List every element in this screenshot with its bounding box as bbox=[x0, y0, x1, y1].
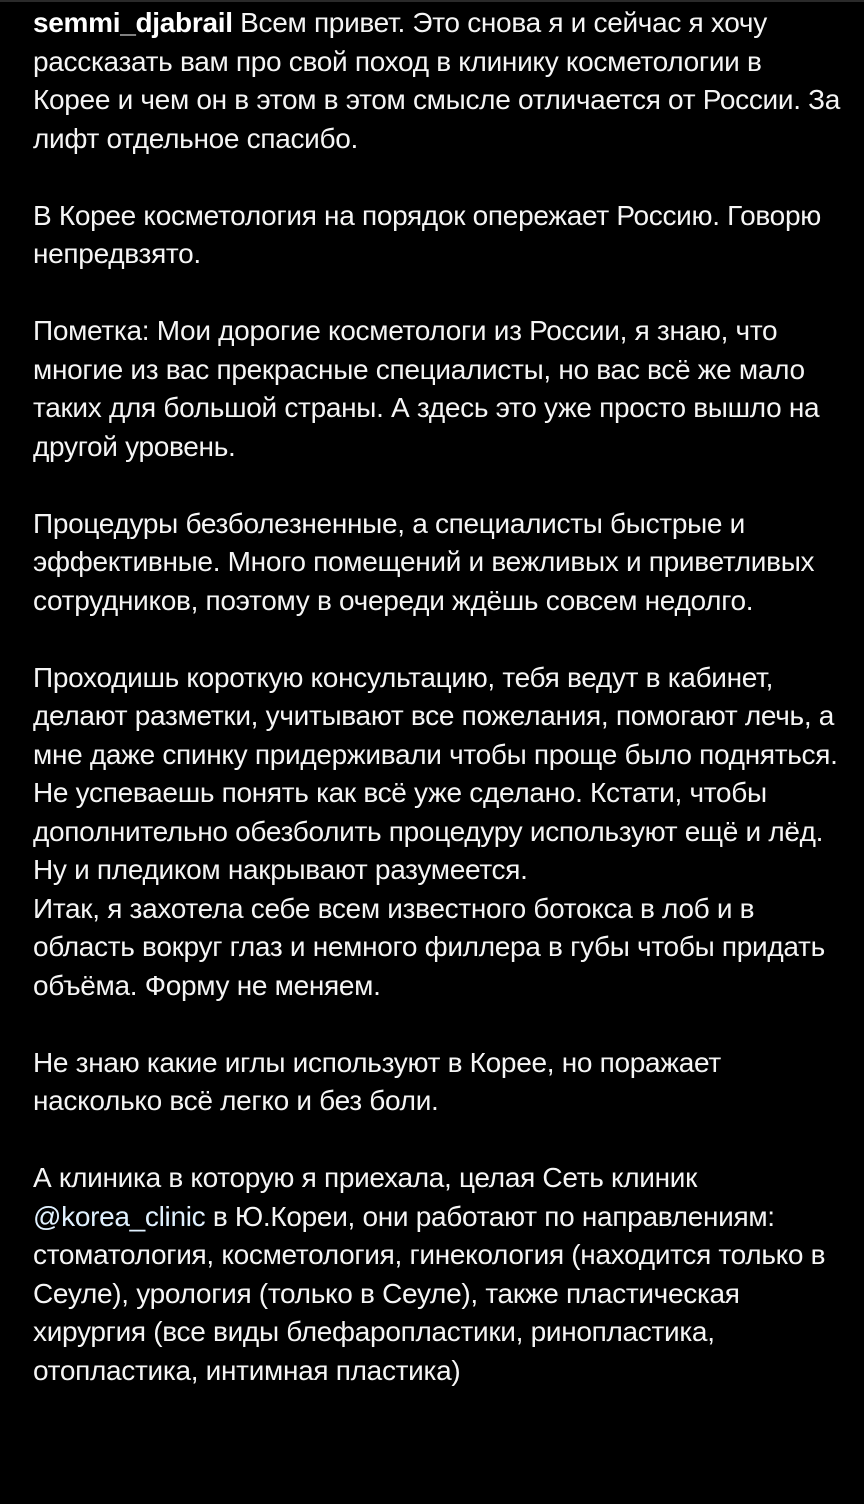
caption-paragraph-4: Процедуры безболезненные, а специалисты быстрые и эффективные. Много помещений и вежливых и приветливых сотрудников, поэтому в очереди ждёшь совсем недолго. bbox=[33, 507, 815, 616]
caption-paragraph-2: В Корее косметология на порядок опережает Россию. Говорю непредвзято. bbox=[33, 199, 821, 269]
caption-intro-text: Всем привет. Это снова я и сейчас я хочу рассказать вам про свой поход в клинику косметологии в Корее и чем он в этом в этом смысле отличается от России. За лифт отдельное спасибо. bbox=[33, 7, 841, 154]
mention-link[interactable]: @korea_clinic bbox=[33, 1200, 206, 1232]
caption-paragraph-5: Проходишь короткую консультацию, тебя ведут в кабинет, делают разметки, учитывают все пожелания, помогают лечь, а мне даже спинку придерживали чтобы проще было подняться. Не успеваешь понять как всё уже сделано. Кстати, чтобы дополнительно обезболить процедуру используют ещё и лёд. Ну и пледиком накрывают разумеется. bbox=[33, 661, 838, 885]
caption-paragraph-8 bbox=[33, 1159, 843, 1390]
caption-p8-before: А клиника в которую я приехала, целая Сеть клиник bbox=[33, 1162, 698, 1193]
caption-paragraph-3: Пометка: Мои дорогие косметологи из России, я знаю, что многие из вас прекрасные специалисты, но вас всё же мало таких для большой страны. А здесь это уже просто вышло на другой уровень. bbox=[33, 315, 820, 462]
caption-p8-after: в Ю.Кореи, они работают по направлениям: стоматология, косметология, гинекология (находится только в Сеуле), урология (только в Сеуле), также пластическая хирургия (все виды блефаропластики, ринопластика, отопластика, интимная пластика) bbox=[33, 1200, 826, 1386]
top-divider bbox=[0, 0, 864, 2]
caption-paragraph-7: Не знаю какие иглы используют в Корее, но поражает насколько всё легко и без боли. bbox=[33, 1046, 721, 1116]
caption-paragraph-intro bbox=[33, 4, 843, 158]
post-caption bbox=[33, 4, 843, 1390]
username-link[interactable]: semmi_djabrail bbox=[33, 7, 233, 38]
caption-paragraph-6: Итак, я захотела себе всем известного ботокса в лоб и в область вокруг глаз и немного филлера в губы чтобы придать объёма. Форму не меняем. bbox=[33, 892, 825, 1001]
